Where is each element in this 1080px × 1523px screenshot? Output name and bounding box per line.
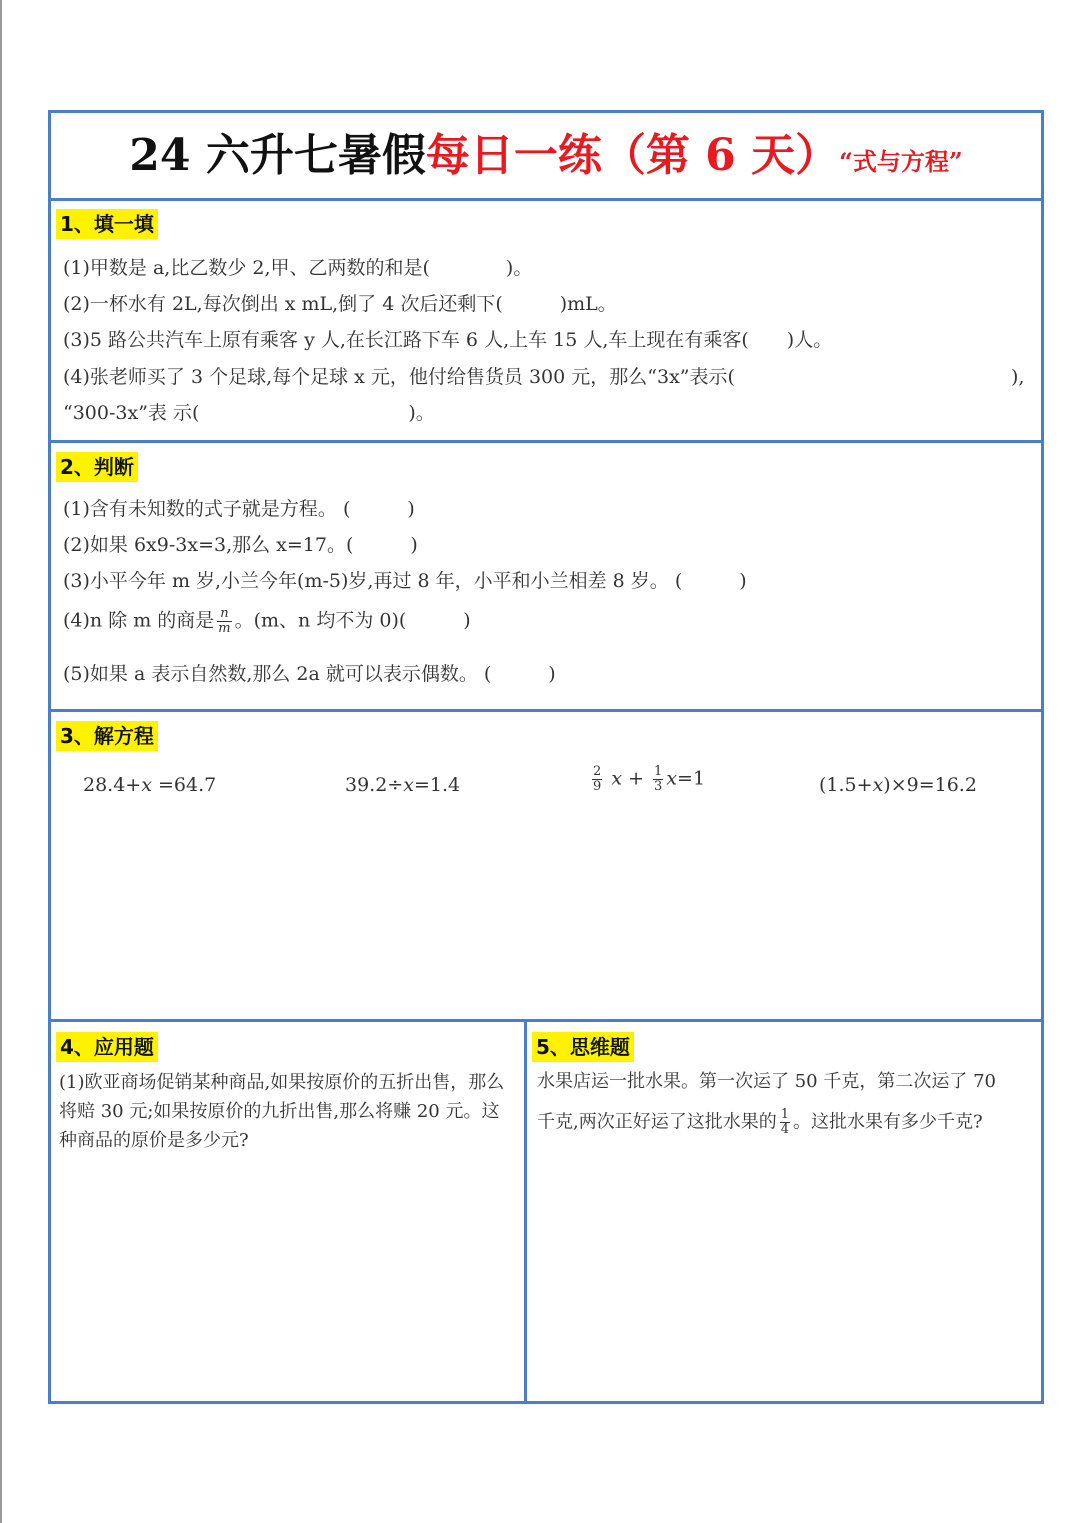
- section-3-heading: 3、解方程: [56, 721, 158, 751]
- judge-item-5: (5)如果 a 表示自然数,那么 2a 就可以表示偶数。 ( ): [63, 663, 556, 685]
- divider-vertical: [524, 1019, 527, 1404]
- application-problem-1: (1)欧亚商场促销某种商品,如果按原价的五折出售，那么将赔 30 元;如果按原价的九折出售,那么将赚 20 元。这种商品的原价是多少元?: [59, 1072, 505, 1151]
- divider: [51, 709, 1041, 712]
- section-4-heading: 4、应用题: [56, 1032, 158, 1062]
- equation-4-right: )×9=16.2: [883, 774, 977, 796]
- section-5-heading: 5、思维题: [532, 1032, 634, 1062]
- title-prefix: 24 六升七暑假: [129, 130, 426, 181]
- plus-sign: +: [622, 767, 651, 790]
- variable-x: x: [872, 774, 884, 796]
- fraction-denominator: 9: [593, 779, 602, 794]
- equation-2-right: =1.4: [413, 774, 461, 796]
- title-highlight: 每日一练（第 6 天）: [425, 130, 840, 181]
- judge-item-1: (1)含有未知数的式子就是方程。 ( ): [63, 498, 415, 520]
- variable-x: x: [403, 774, 414, 796]
- thinking-problem-question: 。这批水果有多少千克?: [793, 1111, 983, 1133]
- equation-2-left: 39.2÷: [345, 774, 404, 796]
- equation-3-right: =1: [677, 767, 706, 790]
- variable-x: x: [611, 767, 623, 790]
- equation-1-right: =64.7: [151, 774, 217, 796]
- fill-item-1: (1)甲数是 a,比乙数少 2,甲、乙两数的和是( )。: [63, 257, 533, 279]
- thinking-problem-text: 千克,两次正好运了这批水果的: [537, 1111, 777, 1133]
- equation-1: [83, 773, 216, 797]
- fill-item-4-close: ),: [1011, 366, 1025, 388]
- variable-x: x: [141, 774, 152, 796]
- divider: [51, 198, 1041, 201]
- judge-item-4-text: (4)n 除 m 的商是: [63, 609, 215, 632]
- fraction-numerator: 2: [593, 764, 602, 779]
- fraction-numerator: 1: [654, 764, 663, 779]
- fraction-denominator: m: [218, 621, 231, 636]
- judge-item-4-rest: 。(m、n 均不为 0)( ): [234, 609, 471, 632]
- fraction: [653, 765, 663, 794]
- thinking-problem-line-2: [537, 1108, 983, 1137]
- judge-item-3: (3)小平今年 m 岁,小兰今年(m-5)岁,再过 8 年，小平和小兰相差 8 岁。 ( ): [63, 570, 747, 592]
- divider: [51, 1019, 1041, 1022]
- equation-4: [819, 773, 977, 797]
- section-1-heading: 1、填一填: [56, 209, 158, 239]
- fill-item-3: (3)5 路公共汽车上原有乘客 y 人,在长江路下车 6 人,上车 15 人,车上现在有乘客( )人。: [63, 329, 833, 351]
- fraction-denominator: 4: [780, 1122, 790, 1137]
- thinking-problem-line-1: 水果店运一批水果。第一次运了 50 千克，第二次运了 70: [537, 1071, 996, 1092]
- fill-item-4: (4)张老师买了 3 个足球,每个足球 x 元，他付给售货员 300 元，那么“3x”表示(: [63, 366, 735, 388]
- equation-4-left: (1.5+: [819, 774, 873, 796]
- fraction-numerator: 1: [780, 1107, 790, 1122]
- page-title: [51, 113, 1041, 199]
- fill-item-2: (2)一杯水有 2L,每次倒出 x mL,倒了 4 次后还剩下( )mL。: [63, 293, 617, 315]
- fraction: [217, 607, 231, 636]
- fraction-denominator: 3: [654, 779, 663, 794]
- page-edge: [0, 0, 2, 1523]
- fraction: [780, 1108, 790, 1137]
- worksheet: [48, 110, 1044, 1404]
- title-topic: “式与方程”: [839, 147, 963, 176]
- divider: [51, 440, 1041, 443]
- fraction-numerator: n: [217, 607, 231, 622]
- variable-x: x: [666, 767, 678, 790]
- equation-1-left: 28.4+: [83, 774, 142, 796]
- judge-item-4: [63, 607, 471, 636]
- equation-2: [345, 773, 460, 797]
- section-2-heading: 2、判断: [56, 452, 138, 482]
- judge-item-2: (2)如果 6x9-3x=3,那么 x=17。( ): [63, 534, 418, 556]
- fraction: [592, 765, 602, 794]
- fill-item-4-cont: “300-3x”表 示( )。: [63, 402, 435, 424]
- equation-3: [589, 765, 705, 794]
